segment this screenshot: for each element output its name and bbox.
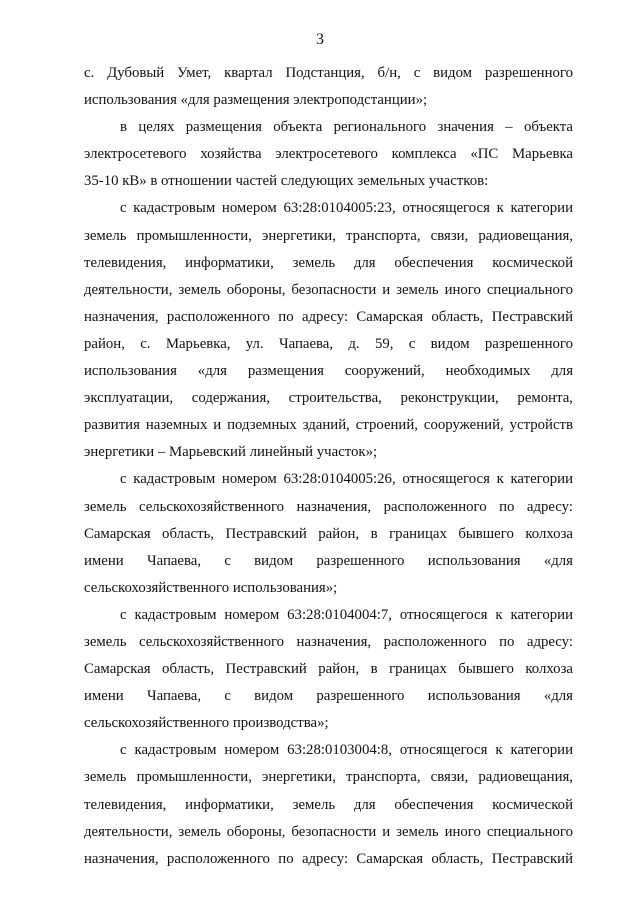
text-line: Самарская область, Пестравский район, в границах бывшего колхоза [84,525,573,542]
text-line: земель промышленности, энергетики, транспорта, связи, радиовещания, [84,769,573,786]
text-line: с кадастровым номером 63:28:0103004:8, относящегося к категории [120,742,573,759]
text-line: назначения, расположенного по адресу: Самарская область, Пестравский [84,850,573,867]
text-line: назначения, расположенного по адресу: Самарская область, Пестравский [84,308,573,325]
text-line: сельскохозяйственного использования»; [84,579,338,596]
text-line: с. Дубовый Умет, квартал Подстанция, б/н, с видом разрешенного [84,65,573,81]
text-line: телевидения, информатики, земель для обеспечения космической [84,796,573,813]
text-line: электросетевого хозяйства электросетевого комплекса «ПС Марьевка [84,146,573,163]
text-line: район, с. Марьевка, ул. Чапаева, д. 59, с видом разрешенного [84,335,573,352]
text-line: земель сельскохозяйственного назначения, расположенного по адресу: [84,498,573,515]
text-line: имени Чапаева, с видом разрешенного использования «для [84,552,573,569]
text-line: энергетики – Марьевский линейный участок»; [84,444,378,461]
page-number: 3 [316,31,324,48]
text-line: эксплуатации, содержания, строительства, реконструкции, ремонта, [84,390,573,407]
text-line: земель сельскохозяйственного назначения, расположенного по адресу: [84,633,573,650]
text-line: с кадастровым номером 63:28:0104004:7, относящегося к категории [120,606,573,623]
text-line: земель промышленности, энергетики, транспорта, связи, радиовещания, [84,227,573,244]
text-line: имени Чапаева, с видом разрешенного использования «для [84,688,573,705]
text-line: деятельности, земель обороны, безопасности и земель иного специального [84,823,573,840]
text-line: развития наземных и подземных зданий, строений, сооружений, устройств [84,417,573,434]
text-line: Самарская область, Пестравский район, в границах бывшего колхоза [84,661,573,678]
text-line: с кадастровым номером 63:28:0104005:23, относящегося к категории [120,200,573,217]
text-line: с кадастровым номером 63:28:0104005:26, относящегося к категории [120,471,573,488]
text-line: 35-10 кВ» в отношении частей следующих земельных участков: [84,173,489,190]
text-line: деятельности, земель обороны, безопасности и земель иного специального [84,281,573,298]
text-line: телевидения, информатики, земель для обеспечения космической [84,254,573,271]
text-line: в целях размещения объекта регионального значения – объекта [120,119,573,136]
text-line: использования «для размещения электроподстанции»; [84,92,428,109]
text-line: сельскохозяйственного производства»; [84,715,329,732]
body-text [84,60,573,873]
text-line: использования «для размещения сооружений, необходимых для [84,363,573,380]
